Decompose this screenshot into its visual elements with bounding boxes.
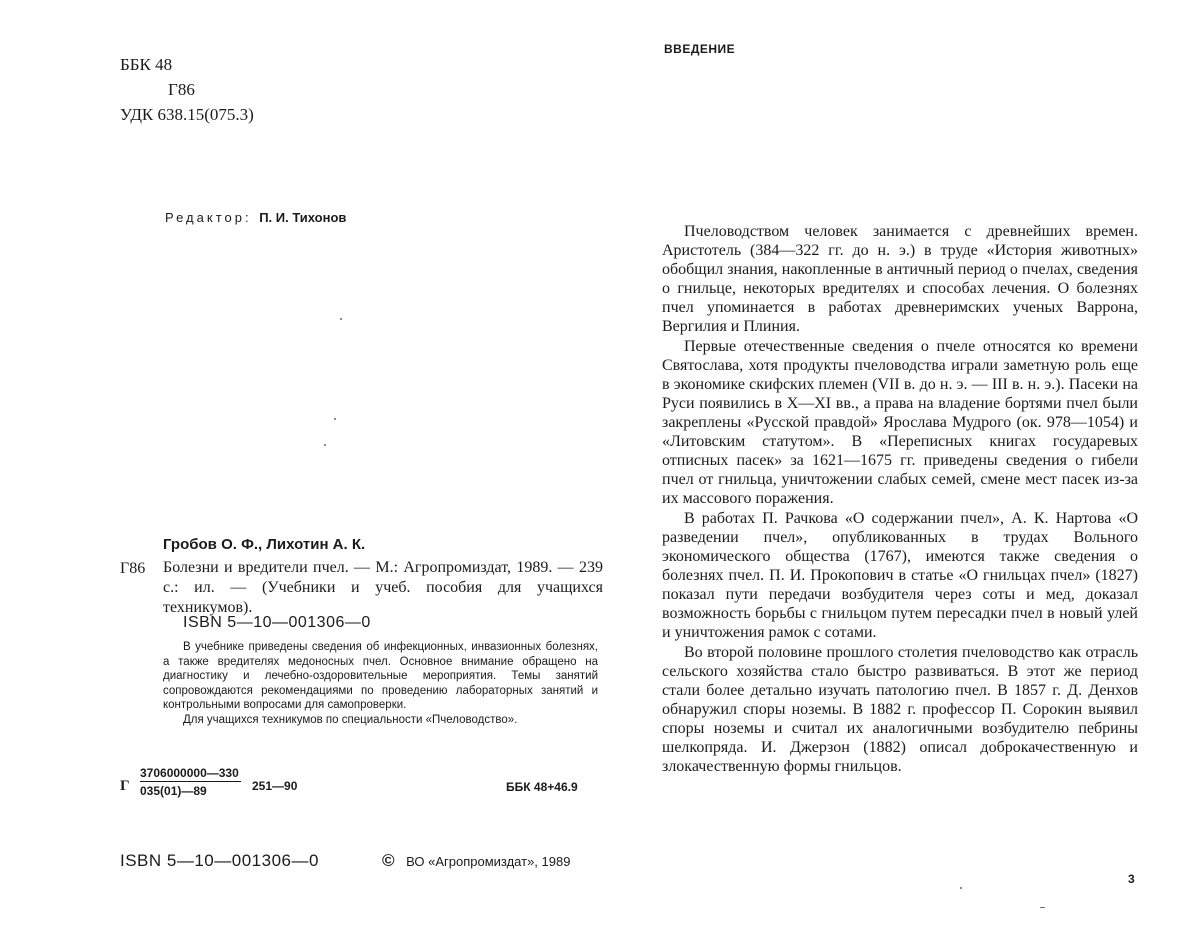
annotation (163, 640, 598, 727)
isbn-footer: ISBN 5—10—001306—0 (120, 851, 319, 870)
editor-line (165, 210, 346, 225)
bbk-code: ББК 48 (120, 55, 173, 74)
paragraph: Пчеловодством человек занимается с древнейших времен. Аристотель (384—322 гг. до н. э.) в труде «История животных» обобщил знания, накопленные в античный период о пчелах, сведения о гнильце, некоторых вредителях и способах лечения. О болезнях пчел упоминается в работах древнеримских ученых Варрона, Вергилия и Плиния. (662, 223, 1138, 335)
isbn-entry: ISBN 5—10—001306—0 (183, 614, 371, 631)
cipher-code: Г86 (168, 80, 195, 99)
code-tail: 251—90 (252, 779, 298, 793)
copyright-text: ВО «Агропромиздат», 1989 (406, 854, 571, 869)
authors: Гробов О. Ф., Лихотин А. К. (163, 536, 366, 553)
scan-speck (324, 444, 326, 446)
paragraph: Первые отечественные сведения о пчеле относятся ко времени Святослава, хотя продукты пчеловодства играли заметную роль еще в экономике скифских племен (VII в. до н. э. — III в. н. э.). Пасеки на Руси появились в X—XI вв., а права на владение бортями пчел были закреплены «Русской правдой» Ярослава Мудрого (ок. 978—1054) и «Литовским статутом». В «Переписных книгах государевых отписных пасек» за 1621—1675 гг. приведены сведения о гибели пчел от гнильца, уничтожении слабых семей, смене мест пасек из-за их массового поражения. (662, 338, 1138, 507)
scan-speck (334, 418, 336, 420)
author-cipher: Г86 (120, 560, 146, 577)
annotation-paragraph: Для учащихся техникумов по специальности «Пчеловодство». (183, 713, 518, 726)
code-letter: Г (120, 778, 130, 794)
paragraph: Во второй половине прошлого столетия пчеловодство как отрасль сельского хозяйства стало быстро развиваться. В этот же период стали более детально изучать патологию пчел. В 1857 г. Д. Денхов обнаружил споры ноземы. В 1882 г. профессор П. Сорокин выявил споры ноземы и считал их аналогичными возбудителю пебрины шелкопряда. И. Джерзон (1882) описал доброкачественную и злокачественную формы гнильцов. (662, 644, 1138, 775)
introduction-text (662, 222, 1138, 777)
bbk-index: ББК 48+46.9 (506, 780, 578, 794)
editor-label: Редактор: (165, 210, 252, 225)
classification-block (120, 52, 254, 127)
bibliographic-entry: Болезни и вредители пчел. — М.: Агропромиздат, 1989. — 239 с.: ил. — (Учебники и учеб. пособия для учащихся техникумов). (163, 559, 603, 616)
scan-speck (340, 318, 342, 320)
page-number: 3 (1128, 872, 1135, 886)
code-numerator: 3706000000—330 (140, 766, 239, 780)
copyright-icon: © (382, 851, 395, 870)
copyright-line (382, 851, 570, 871)
code-denominator: 035(01)—89 (140, 784, 207, 798)
scan-speck (960, 887, 962, 889)
editor-name: П. И. Тихонов (259, 210, 347, 225)
udk-code: УДК 638.15(075.3) (120, 105, 254, 124)
paragraph: В работах П. Рачкова «О содержании пчел», А. К. Нартова «О разведении пчел», опубликованных в трудах Вольного экономического общества (1767), имеются также сведения о болезнях пчел. П. И. Прокопович в статье «О гнильцах пчел» (1827) показал пути передачи возбудителя через соты и мед, доказал возможность борьбы с гнильцом путем пересадки пчел в новый улей и уничтожения рамок с сотами. (662, 510, 1138, 641)
right-page (620, 0, 1200, 928)
section-heading: ВВЕДЕНИЕ (664, 42, 736, 56)
annotation-paragraph: В учебнике приведены сведения об инфекционных, инвазионных болезнях, а также вредителях медоносных пчел. Основное внимание обращено на диагностику и лечебно-оздоровительные мероприятия. Темы занятий сопровождаются рекомендациями по проведению лабораторных занятий и контрольными вопросами для самопроверки. (163, 641, 598, 711)
publication-code (140, 766, 298, 798)
scan-speck (1040, 907, 1045, 908)
